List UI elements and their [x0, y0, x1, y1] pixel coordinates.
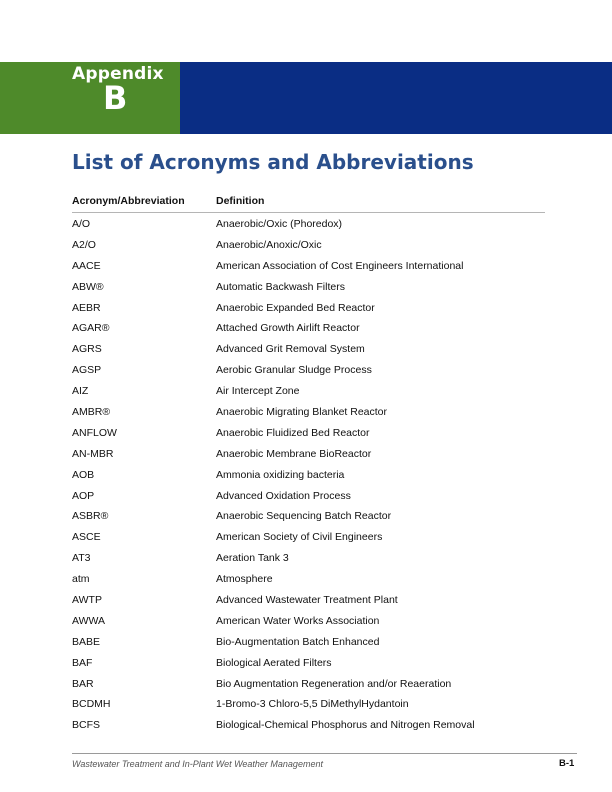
acronym-cell: BAR: [72, 677, 94, 690]
definition-cell: Aerobic Granular Sludge Process: [216, 364, 372, 377]
column-header-abbreviation: Acronym/Abbreviation: [72, 195, 185, 207]
acronym-cell: ABW®: [72, 280, 104, 293]
table-row: [72, 385, 545, 406]
page-title: List of Acronyms and Abbreviations: [72, 150, 474, 174]
definition-cell: Advanced Oxidation Process: [216, 489, 351, 502]
table-row: [72, 678, 545, 699]
acronym-cell: ASCE: [72, 531, 101, 544]
table-row: [72, 510, 545, 531]
definition-cell: Anaerobic/Oxic (Phoredox): [216, 218, 343, 230]
table-row: [72, 218, 545, 239]
definition-cell: Anaerobic/Anoxic/Oxic: [216, 238, 322, 251]
page-number: B-1: [559, 758, 575, 769]
table-row: [72, 469, 545, 490]
acronym-cell: A2/O: [72, 238, 96, 251]
definition-cell: American Water Works Association: [216, 614, 380, 627]
acronym-cell: AGAR®: [72, 322, 110, 335]
definition-cell: Air Intercept Zone: [216, 385, 300, 398]
table-row: [72, 239, 545, 260]
acronym-cell: AWWA: [72, 614, 106, 627]
definition-cell: Attached Growth Airlift Reactor: [216, 322, 360, 335]
appendix-banner: [0, 62, 612, 134]
acronym-cell: ASBR®: [72, 510, 109, 523]
acronym-cell: AEBR: [72, 301, 101, 314]
table-header: [72, 195, 545, 213]
acronym-table-body: [72, 218, 545, 740]
definition-cell: Advanced Wastewater Treatment Plant: [216, 594, 398, 607]
acronym-cell: AACE: [72, 259, 101, 272]
acronym-cell: BABE: [72, 635, 101, 648]
definition-cell: American Association of Cost Engineers International: [216, 259, 464, 272]
table-row: [72, 657, 545, 678]
table-row: [72, 406, 545, 427]
table-row: [72, 322, 545, 343]
definition-cell: Anaerobic Sequencing Batch Reactor: [216, 510, 392, 523]
footer-document-title: Wastewater Treatment and In-Plant Wet Weather Management: [72, 759, 323, 769]
acronym-cell: BCFS: [72, 719, 101, 732]
appendix-letter: B: [103, 79, 128, 117]
acronym-cell: AMBR®: [72, 406, 111, 419]
table-row: [72, 364, 545, 385]
acronym-cell: AWTP: [72, 594, 102, 607]
definition-cell: 1-Bromo-3 Chloro-5,5 DiMethylHydantoin: [216, 698, 409, 711]
table-row: [72, 302, 545, 323]
table-row: [72, 531, 545, 552]
appendix-label: Appendix: [72, 64, 164, 84]
acronym-cell: AOP: [72, 489, 95, 502]
table-row: [72, 343, 545, 364]
table-row: [72, 552, 545, 573]
acronym-cell: AOB: [72, 468, 95, 481]
acronym-cell: ANFLOW: [72, 426, 117, 439]
table-row: [72, 698, 545, 719]
table-row: [72, 448, 545, 469]
table-row: [72, 615, 545, 636]
acronym-cell: AGRS: [72, 343, 102, 356]
definition-cell: Anaerobic Expanded Bed Reactor: [216, 301, 375, 314]
definition-cell: Bio-Augmentation Batch Enhanced: [216, 635, 380, 648]
table-row: [72, 573, 545, 594]
definition-cell: Automatic Backwash Filters: [216, 280, 345, 293]
definition-cell: Ammonia oxidizing bacteria: [216, 468, 345, 481]
footer-divider: [72, 753, 577, 754]
acronym-cell: BAF: [72, 656, 93, 669]
definition-cell: Biological-Chemical Phosphorus and Nitrogen Removal: [216, 719, 475, 732]
acronym-cell: AT3: [72, 552, 91, 565]
table-row: [72, 260, 545, 281]
acronym-cell: A/O: [72, 218, 91, 230]
definition-cell: Anaerobic Fluidized Bed Reactor: [216, 426, 370, 439]
appendix-badge: [0, 62, 180, 134]
table-row: [72, 490, 545, 511]
definition-cell: Atmosphere: [216, 573, 273, 586]
banner-blue-bar: [180, 62, 612, 134]
acronym-cell: AGSP: [72, 364, 102, 377]
acronym-cell: AIZ: [72, 385, 89, 398]
table-row: [72, 281, 545, 302]
table-row: [72, 636, 545, 657]
definition-cell: Aeration Tank 3: [216, 552, 289, 565]
table-row: [72, 719, 545, 740]
definition-cell: Bio Augmentation Regeneration and/or Reaeration: [216, 677, 452, 690]
definition-cell: American Society of Civil Engineers: [216, 531, 383, 544]
acronym-cell: BCDMH: [72, 698, 111, 711]
definition-cell: Biological Aerated Filters: [216, 656, 332, 669]
acronym-cell: atm: [72, 573, 90, 586]
column-header-definition: Definition: [216, 195, 265, 207]
definition-cell: Anaerobic Membrane BioReactor: [216, 447, 372, 460]
acronym-cell: AN-MBR: [72, 447, 114, 460]
table-row: [72, 427, 545, 448]
table-row: [72, 594, 545, 615]
definition-cell: Anaerobic Migrating Blanket Reactor: [216, 406, 388, 419]
definition-cell: Advanced Grit Removal System: [216, 343, 365, 356]
